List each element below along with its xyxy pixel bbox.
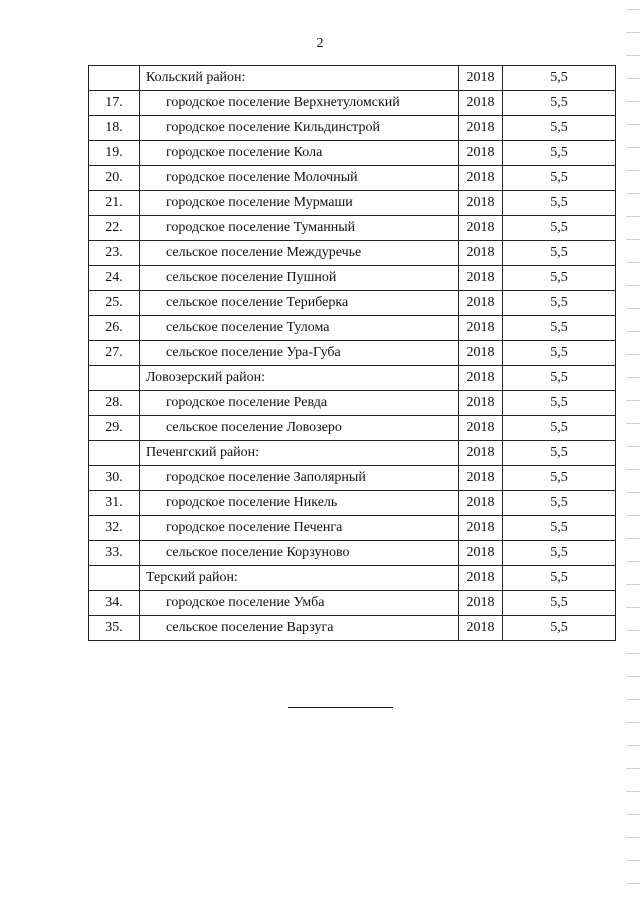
year-cell: 2018	[459, 191, 503, 216]
year-cell: 2018	[459, 241, 503, 266]
value-cell: 5,5	[503, 491, 616, 516]
year-cell: 2018	[459, 166, 503, 191]
row-number: 26.	[89, 316, 140, 341]
value-cell: 5,5	[503, 366, 616, 391]
value-cell: 5,5	[503, 441, 616, 466]
table-row	[89, 191, 616, 216]
row-number	[89, 566, 140, 591]
row-number: 17.	[89, 91, 140, 116]
row-number	[89, 66, 140, 91]
value-cell: 5,5	[503, 216, 616, 241]
table-row	[89, 516, 616, 541]
table-row	[89, 341, 616, 366]
row-number: 23.	[89, 241, 140, 266]
scan-edge-marks	[626, 0, 640, 905]
settlement-name: сельское поселение Ура-Губа	[140, 341, 459, 366]
year-cell: 2018	[459, 541, 503, 566]
district-row	[89, 441, 616, 466]
value-cell: 5,5	[503, 91, 616, 116]
row-number: 19.	[89, 141, 140, 166]
row-number: 22.	[89, 216, 140, 241]
year-cell: 2018	[459, 466, 503, 491]
settlement-name: сельское поселение Териберка	[140, 291, 459, 316]
value-cell: 5,5	[503, 566, 616, 591]
settlement-name: городское поселение Никель	[140, 491, 459, 516]
table-row	[89, 116, 616, 141]
settlement-name: сельское поселение Ловозеро	[140, 416, 459, 441]
settlement-name: городское поселение Умба	[140, 591, 459, 616]
settlement-name: сельское поселение Пушной	[140, 266, 459, 291]
value-cell: 5,5	[503, 316, 616, 341]
year-cell: 2018	[459, 566, 503, 591]
table-row	[89, 541, 616, 566]
value-cell: 5,5	[503, 266, 616, 291]
table-row	[89, 141, 616, 166]
row-number: 34.	[89, 591, 140, 616]
table-row	[89, 291, 616, 316]
value-cell: 5,5	[503, 541, 616, 566]
year-cell: 2018	[459, 216, 503, 241]
value-cell: 5,5	[503, 191, 616, 216]
value-cell: 5,5	[503, 416, 616, 441]
year-cell: 2018	[459, 391, 503, 416]
table-row	[89, 391, 616, 416]
settlement-name: городское поселение Мурмаши	[140, 191, 459, 216]
settlement-name: городское поселение Кола	[140, 141, 459, 166]
row-number: 35.	[89, 616, 140, 641]
year-cell: 2018	[459, 491, 503, 516]
value-cell: 5,5	[503, 516, 616, 541]
year-cell: 2018	[459, 516, 503, 541]
row-number: 24.	[89, 266, 140, 291]
row-number: 18.	[89, 116, 140, 141]
value-cell: 5,5	[503, 391, 616, 416]
table-row	[89, 166, 616, 191]
table-row	[89, 466, 616, 491]
table-row	[89, 241, 616, 266]
row-number: 28.	[89, 391, 140, 416]
row-number	[89, 366, 140, 391]
value-cell: 5,5	[503, 116, 616, 141]
value-cell: 5,5	[503, 66, 616, 91]
settlement-name: городское поселение Печенга	[140, 516, 459, 541]
table-row	[89, 591, 616, 616]
year-cell: 2018	[459, 266, 503, 291]
settlement-name: городское поселение Заполярный	[140, 466, 459, 491]
settlement-name: городское поселение Туманный	[140, 216, 459, 241]
year-cell: 2018	[459, 441, 503, 466]
district-name: Печенгский район:	[140, 441, 459, 466]
year-cell: 2018	[459, 591, 503, 616]
value-cell: 5,5	[503, 291, 616, 316]
row-number: 27.	[89, 341, 140, 366]
year-cell: 2018	[459, 341, 503, 366]
row-number	[89, 441, 140, 466]
district-name: Кольский район:	[140, 66, 459, 91]
table-row	[89, 416, 616, 441]
row-number: 25.	[89, 291, 140, 316]
row-number: 21.	[89, 191, 140, 216]
table-row	[89, 616, 616, 641]
page-number: 2	[316, 36, 324, 51]
settlements-table	[88, 65, 616, 641]
settlement-name: городское поселение Ревда	[140, 391, 459, 416]
value-cell: 5,5	[503, 591, 616, 616]
value-cell: 5,5	[503, 141, 616, 166]
year-cell: 2018	[459, 616, 503, 641]
settlement-name: сельское поселение Тулома	[140, 316, 459, 341]
table-row	[89, 491, 616, 516]
district-row	[89, 366, 616, 391]
row-number: 32.	[89, 516, 140, 541]
district-row	[89, 566, 616, 591]
table-row	[89, 91, 616, 116]
year-cell: 2018	[459, 116, 503, 141]
table-row	[89, 266, 616, 291]
value-cell: 5,5	[503, 166, 616, 191]
table-body	[89, 66, 616, 641]
settlement-name: сельское поселение Корзуново	[140, 541, 459, 566]
settlement-name: городское поселение Верхнетуломский	[140, 91, 459, 116]
value-cell: 5,5	[503, 616, 616, 641]
footer-rule	[288, 707, 393, 708]
row-number: 29.	[89, 416, 140, 441]
year-cell: 2018	[459, 316, 503, 341]
table-row	[89, 316, 616, 341]
settlement-name: городское поселение Молочный	[140, 166, 459, 191]
district-name: Ловозерский район:	[140, 366, 459, 391]
row-number: 31.	[89, 491, 140, 516]
district-name: Терский район:	[140, 566, 459, 591]
settlement-name: городское поселение Кильдинстрой	[140, 116, 459, 141]
year-cell: 2018	[459, 291, 503, 316]
year-cell: 2018	[459, 66, 503, 91]
settlement-name: сельское поселение Междуречье	[140, 241, 459, 266]
year-cell: 2018	[459, 366, 503, 391]
year-cell: 2018	[459, 141, 503, 166]
district-row	[89, 66, 616, 91]
row-number: 30.	[89, 466, 140, 491]
row-number: 20.	[89, 166, 140, 191]
settlement-name: сельское поселение Варзуга	[140, 616, 459, 641]
row-number: 33.	[89, 541, 140, 566]
value-cell: 5,5	[503, 341, 616, 366]
year-cell: 2018	[459, 416, 503, 441]
year-cell: 2018	[459, 91, 503, 116]
table-row	[89, 216, 616, 241]
value-cell: 5,5	[503, 466, 616, 491]
value-cell: 5,5	[503, 241, 616, 266]
